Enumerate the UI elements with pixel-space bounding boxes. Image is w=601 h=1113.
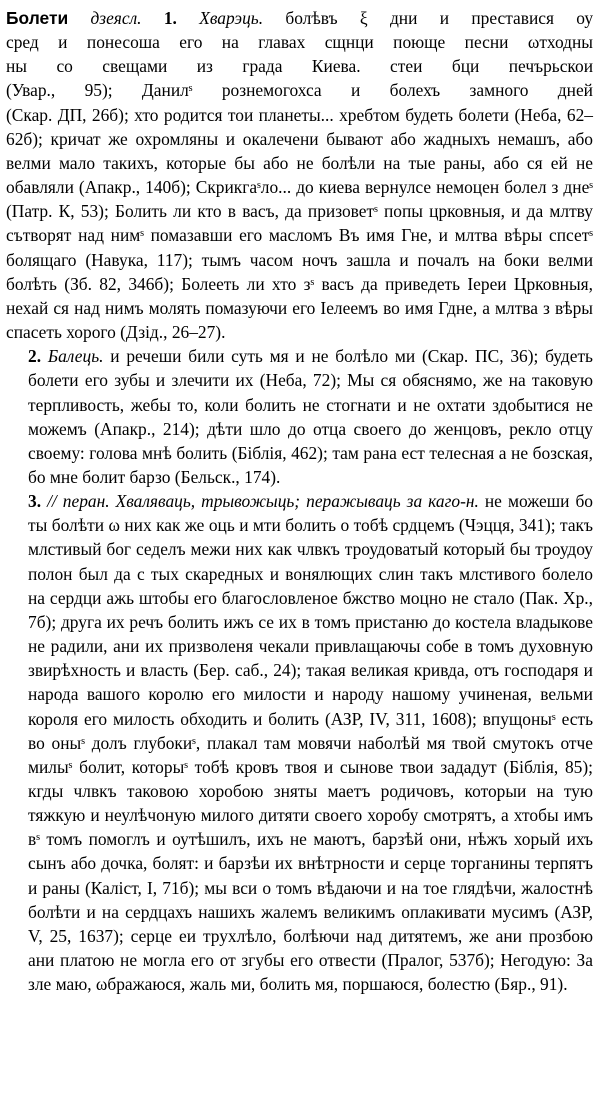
entry-text-line xyxy=(6,54,593,78)
sense-number: 1. xyxy=(163,8,177,28)
entry-text-line xyxy=(6,30,593,54)
sense-3 xyxy=(6,489,593,996)
sense-2 xyxy=(6,344,593,489)
citation-text: и речеши били суть мя и не болѣло ми (Скар. ПС, 36); будеть болети его зубы и злечити их (Неба, 72); Мы ся обяснямо, же на таковую терпливость, жебы то, коли болить не стогнати и не охтати здобытися не можемъ (Апакр., 214); дѣти шло до отца своего до женцовъ, рекло отцу своему: голова мнѣ болить (Біблія, 462); там рана ест телесная а не бозская, бо мне болит барзо (Бельск., 174). xyxy=(28,346,593,487)
sense-gloss: Балець. xyxy=(41,346,104,367)
headword: Болети xyxy=(6,8,69,28)
citation-text: болѣвъ ξ дни и преставися оу xyxy=(263,8,594,28)
citation-text: сред и понесоша его на главах сщнци поюще песни ωтходны xyxy=(6,32,593,53)
sense-number: 2. xyxy=(28,346,42,367)
sense-number: 3. xyxy=(28,491,42,512)
entry-text-line xyxy=(6,78,593,102)
entry-text-line xyxy=(6,6,593,30)
citation-text: (Увар., 95); Данилˢ рознемогохса и болехъ замного дней xyxy=(6,80,593,101)
sense-1-body xyxy=(6,103,593,345)
citation-text: не можеши бо ты болѣти ω них как же оць и мти болить о тобѣ срдцемъ (Чэцця, 341); такъ млстивый бог седелъ межи них как члвкъ троудоватый который бы троудоу полон был да с тых скаредных и вонялющих слин такъ млстивого болело на сердци ажь штобы его благословленое бжство моцно не стало (Пак. Хр., 7б); друга их речъ болить ижъ се их в томъ пристаню до костела владыкове не радили, ани их призволеня чекали привлащаючы собе в томъ духовную звирѣхность и власть (Бер. саб., 24); такая великая кривда, отъ господаря и народа вашого королю его милости и народу нашому учиненая, вельми короля его милость обходить и болить (АЗР, IV, 311, 1608); впущоныˢ есть во оныˢ долъ глубокиˢ, плакал там мовячи наболѣй мя твой смутокъ отче милыˢ болит, которыˢ тобѣ кровъ твоя и сынове твои зададут (Біблія, 85); кгды члвкъ таковою хоробою зняты маетъ родичовъ, которыи на тую тяжкую и неулѣчоную милого дитяти своего хоробу смотрятъ, а хтобы имъ вˢ томъ помоглъ и оутѣшилъ, ихъ не маютъ, барзѣй они, нѣжъ хорый ихъ сынъ або дочка, болят: и барзѣи их внѣтрности и серце торганины терпятъ и раны (Каліст, І, 71б); мы вси о томъ вѣдаючи и на тое глядѣчи, жалостнѣ болѣти и на сердцахъ нашихъ жалемъ великимъ оплакивати мусимъ (АЗР, V, 25, 1637); серце еи трухлѣло, болѣючи над дитятемъ, же ани прозбою ани платою не могла его от згубы его отвести (Пралог, 537б); Негодую: За зле маю, ωбражаюся, жаль ми, болить мя, поршаюся, болестю (Бяр., 91). xyxy=(28,491,593,995)
citation-text: ны со свещами из града Киева. стеи бци печърьскои xyxy=(6,56,593,77)
citation-text: (Скар. ДП, 26б); хто родится тои планеты... хребтом будеть болети (Неба, 62–62б); кричат же охромляны и окалечени бывают або жадныхъ немашъ, або велми мало такихъ, которые бы або не болѣли на тые раны, або ся ей не обавляли (Апакр., 140б); Скрикгаˢло... до киева вернулсе немоцен болел з днеˢ (Патр. К, 53); Болить ли кто в васъ, да призоветˢ попы црковныя, и да млтву сътворят над нимˢ помазавши его масломъ Въ имя Гне, и млтва вѣры спсетˢ болящаго (Навука, 117); тымъ часом ночъ зашла и почалъ на боки велми болѣть (Зб. 82, 346б); Болееть ли хто зˢ васъ да приведеть Іереи Црковныя, нехай ся над нимъ молять помазуючи его Іелеемъ во имя Гдне, а млтва з вѣры спасеть хорого (Дзід., 26–27). xyxy=(6,104,593,343)
sense-gloss: Хварэць. xyxy=(176,8,264,28)
sense-gloss: // перан. Хваляваць, трывожыць; перажываць за каго-н. xyxy=(41,491,479,512)
grammar-label: дзеясл. xyxy=(68,8,164,28)
